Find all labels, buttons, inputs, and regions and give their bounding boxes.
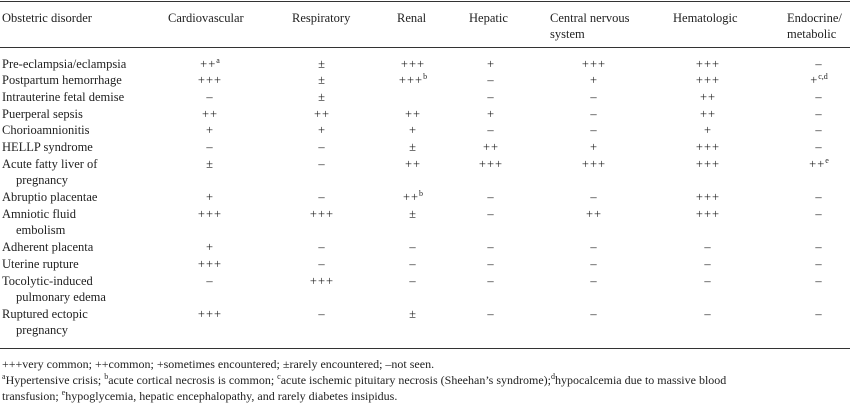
cell-cns bbox=[549, 239, 639, 255]
cell-value: ++ bbox=[402, 190, 420, 204]
cell-hepatic bbox=[446, 256, 536, 272]
footnote-text: acute ischemic pituitary necrosis (Sheehan’s syndrome); bbox=[280, 373, 551, 387]
header-text: Central nervous bbox=[550, 11, 630, 25]
cell-hepatic bbox=[446, 106, 536, 122]
cell-value: – bbox=[590, 123, 598, 137]
cell-respiratory bbox=[277, 122, 367, 138]
footnote-marker: c bbox=[277, 372, 281, 381]
cell-renal bbox=[368, 256, 458, 272]
cell-renal bbox=[368, 56, 458, 72]
cell-endocrine-metabolic bbox=[774, 273, 850, 289]
cell-value: – bbox=[487, 274, 495, 288]
cell-cns bbox=[549, 189, 639, 205]
cell-cns bbox=[549, 72, 639, 88]
cell-value: – bbox=[318, 140, 326, 154]
cell-value: +++ bbox=[309, 274, 335, 288]
cell-hepatic bbox=[446, 273, 536, 289]
cell-value: ++ bbox=[201, 107, 219, 121]
cell-cardiovascular bbox=[165, 106, 255, 122]
cell-value: ++ bbox=[404, 107, 422, 121]
cell-value: ++ bbox=[585, 207, 603, 221]
disorder-name-line: pregnancy bbox=[16, 173, 69, 187]
cell-value: – bbox=[704, 307, 712, 321]
cell-cardiovascular bbox=[165, 206, 255, 222]
cell-endocrine-metabolic bbox=[774, 56, 850, 72]
cell-value: ± bbox=[206, 157, 214, 171]
cell-endocrine-metabolic bbox=[774, 106, 850, 122]
cell-respiratory bbox=[277, 56, 367, 72]
cell-value: – bbox=[487, 90, 495, 104]
cell-hepatic bbox=[446, 56, 536, 72]
footnote-marker: b bbox=[423, 72, 428, 81]
cell-value: ± bbox=[409, 207, 417, 221]
cell-value: – bbox=[409, 240, 417, 254]
cell-value: ++ bbox=[482, 140, 500, 154]
cell-endocrine-metabolic bbox=[774, 206, 850, 222]
cell-value: + bbox=[205, 240, 215, 254]
cell-cardiovascular bbox=[165, 189, 255, 205]
disorder-name-line: Chorioamnionitis bbox=[2, 123, 90, 137]
cell-cns bbox=[549, 273, 639, 289]
legend-footnote: +++very common; ++common; +sometimes encountered; ±rarely encountered; –not seen. bbox=[2, 357, 435, 371]
disorder-name-line: embolism bbox=[16, 223, 66, 237]
cell-cardiovascular bbox=[165, 56, 255, 72]
cell-value: – bbox=[590, 190, 598, 204]
cell-value: + bbox=[810, 73, 819, 87]
disorder-name bbox=[2, 106, 152, 122]
cell-cns bbox=[549, 206, 639, 222]
cell-hematologic bbox=[663, 139, 753, 155]
cell-value: +++ bbox=[197, 73, 223, 87]
disorder-name bbox=[2, 189, 152, 205]
cell-respiratory bbox=[277, 256, 367, 272]
cell-cardiovascular bbox=[165, 139, 255, 155]
top-rule bbox=[0, 1, 850, 2]
cell-renal bbox=[368, 306, 458, 322]
cell-cns bbox=[549, 122, 639, 138]
cell-respiratory bbox=[277, 156, 367, 172]
cell-hematologic bbox=[663, 189, 753, 205]
cell-value: ± bbox=[318, 90, 326, 104]
cell-value: +++ bbox=[695, 157, 721, 171]
cell-cns bbox=[549, 139, 639, 155]
cell-value: + bbox=[205, 123, 215, 137]
cell-value: + bbox=[589, 73, 599, 87]
disorder-name-line: Uterine rupture bbox=[2, 257, 79, 271]
cell-cns bbox=[549, 156, 639, 172]
footnote-marker: b bbox=[419, 189, 424, 198]
cell-renal bbox=[368, 72, 458, 88]
cell-value: +++ bbox=[695, 207, 721, 221]
cell-hepatic bbox=[446, 139, 536, 155]
cell-cardiovascular bbox=[165, 256, 255, 272]
header-text: Endocrine/ bbox=[787, 11, 842, 25]
footnote-marker: c,d bbox=[818, 72, 828, 81]
cell-renal bbox=[368, 156, 458, 172]
disorder-name-line: Pre-eclampsia/eclampsia bbox=[2, 57, 127, 71]
disorder-name-line: pulmonary edema bbox=[16, 290, 106, 304]
header-text: Respiratory bbox=[292, 11, 351, 25]
disorder-name bbox=[2, 139, 152, 155]
cell-value: – bbox=[815, 274, 823, 288]
cell-hematologic bbox=[663, 306, 753, 322]
cell-value: – bbox=[318, 257, 326, 271]
cell-respiratory bbox=[277, 189, 367, 205]
disorder-name bbox=[2, 206, 152, 238]
header-respiratory bbox=[292, 10, 350, 26]
disorder-name bbox=[2, 273, 152, 305]
cell-cardiovascular bbox=[165, 273, 255, 289]
cell-value: – bbox=[487, 190, 495, 204]
cell-hepatic bbox=[446, 189, 536, 205]
cell-endocrine-metabolic bbox=[774, 306, 850, 322]
cell-value: + bbox=[589, 140, 599, 154]
cell-value: + bbox=[205, 190, 215, 204]
cell-respiratory bbox=[277, 89, 367, 105]
cell-value: + bbox=[703, 123, 713, 137]
disorder-name-line: Puerperal sepsis bbox=[2, 107, 83, 121]
disorder-name-line: Abruptio placentae bbox=[2, 190, 98, 204]
disorder-name bbox=[2, 56, 152, 72]
cell-cardiovascular bbox=[165, 239, 255, 255]
cell-renal bbox=[368, 189, 458, 205]
header-central-nervous-system bbox=[550, 10, 630, 42]
cell-value: – bbox=[815, 90, 823, 104]
cell-value: – bbox=[815, 240, 823, 254]
cell-value: ++ bbox=[200, 57, 217, 71]
cell-hepatic bbox=[446, 122, 536, 138]
cell-value: +++ bbox=[695, 57, 721, 71]
header-rule bbox=[0, 47, 850, 48]
cell-endocrine-metabolic bbox=[774, 122, 850, 138]
footnote-text: hypocalcemia due to massive blood bbox=[555, 373, 727, 387]
cell-value: ++ bbox=[313, 107, 331, 121]
cell-value: – bbox=[409, 274, 417, 288]
table-bottom-rule bbox=[0, 348, 850, 349]
cell-value: + bbox=[486, 107, 496, 121]
cell-value: ± bbox=[318, 57, 326, 71]
cell-respiratory bbox=[277, 206, 367, 222]
header-hepatic bbox=[469, 10, 508, 26]
cell-value: – bbox=[590, 274, 598, 288]
disorder-name-line: HELLP syndrome bbox=[2, 140, 93, 154]
header-renal bbox=[397, 10, 426, 26]
cell-value: – bbox=[590, 307, 598, 321]
footnote-marker: d bbox=[551, 372, 555, 381]
footnote-text: hypoglycemia, hepatic encephalopathy, and rarely diabetes insipidus. bbox=[65, 389, 398, 403]
cell-value: +++ bbox=[309, 207, 335, 221]
cell-value: – bbox=[318, 190, 326, 204]
footnote-text: acute cortical necrosis is common; bbox=[108, 373, 278, 387]
cell-value: – bbox=[206, 90, 214, 104]
cell-value: ++ bbox=[699, 90, 717, 104]
disorder-name bbox=[2, 306, 152, 338]
cell-cardiovascular bbox=[165, 306, 255, 322]
cell-endocrine-metabolic bbox=[774, 89, 850, 105]
cell-value: – bbox=[815, 257, 823, 271]
cell-cns bbox=[549, 89, 639, 105]
cell-value: +++ bbox=[197, 307, 223, 321]
cell-cns bbox=[549, 306, 639, 322]
disorder-name bbox=[2, 256, 152, 272]
cell-value: – bbox=[590, 257, 598, 271]
footnote-marker: e bbox=[825, 156, 829, 165]
cell-hepatic bbox=[446, 306, 536, 322]
cell-value: ++ bbox=[404, 157, 422, 171]
cell-cardiovascular bbox=[165, 72, 255, 88]
cell-value: – bbox=[815, 123, 823, 137]
cell-value: – bbox=[704, 257, 712, 271]
disorder-name bbox=[2, 89, 152, 105]
disorder-name-line: Tocolytic-induced bbox=[2, 274, 93, 288]
cell-hepatic bbox=[446, 239, 536, 255]
footnote-marker: a bbox=[2, 372, 6, 381]
footnote-marker: e bbox=[61, 388, 66, 397]
header-cardiovascular bbox=[168, 10, 244, 26]
cell-value: – bbox=[815, 140, 823, 154]
cell-respiratory bbox=[277, 139, 367, 155]
cell-value: – bbox=[318, 157, 326, 171]
cell-value: +++ bbox=[695, 190, 721, 204]
cell-value: +++ bbox=[197, 207, 223, 221]
cell-hematologic bbox=[663, 239, 753, 255]
footnote-line bbox=[2, 372, 848, 388]
cell-cardiovascular bbox=[165, 156, 255, 172]
cell-renal bbox=[368, 106, 458, 122]
cell-value: – bbox=[487, 207, 495, 221]
cell-value: – bbox=[487, 240, 495, 254]
disorder-name-line: Acute fatty liver of bbox=[2, 157, 98, 171]
cell-hematologic bbox=[663, 72, 753, 88]
cell-value: – bbox=[815, 207, 823, 221]
cell-value: +++ bbox=[398, 73, 424, 87]
cell-hepatic bbox=[446, 89, 536, 105]
header-endocrine-metabolic bbox=[787, 10, 842, 42]
cell-cns bbox=[549, 256, 639, 272]
cell-renal bbox=[368, 122, 458, 138]
cell-value: +++ bbox=[478, 157, 504, 171]
cell-value: +++ bbox=[581, 57, 607, 71]
cell-endocrine-metabolic bbox=[774, 189, 850, 205]
cell-value: ± bbox=[409, 307, 417, 321]
cell-hematologic bbox=[663, 273, 753, 289]
cell-value: – bbox=[487, 307, 495, 321]
header-text: Cardiovascular bbox=[168, 11, 244, 25]
header-text: Renal bbox=[397, 11, 427, 25]
cell-value: – bbox=[815, 307, 823, 321]
disorder-name bbox=[2, 122, 152, 138]
cell-hepatic bbox=[446, 156, 536, 172]
cell-respiratory bbox=[277, 273, 367, 289]
cell-cardiovascular bbox=[165, 89, 255, 105]
cell-value: +++ bbox=[581, 157, 607, 171]
cell-renal bbox=[368, 206, 458, 222]
cell-hematologic bbox=[663, 89, 753, 105]
cell-cardiovascular bbox=[165, 122, 255, 138]
disorder-name-line: Intrauterine fetal demise bbox=[2, 90, 125, 104]
cell-value: +++ bbox=[400, 57, 426, 71]
header-text-line2: metabolic bbox=[787, 27, 837, 41]
cell-cns bbox=[549, 106, 639, 122]
header-text: Hepatic bbox=[469, 11, 508, 25]
cell-renal bbox=[368, 139, 458, 155]
cell-endocrine-metabolic bbox=[774, 156, 850, 172]
cell-hepatic bbox=[446, 206, 536, 222]
cell-respiratory bbox=[277, 239, 367, 255]
cell-value: + bbox=[408, 123, 418, 137]
cell-hematologic bbox=[663, 256, 753, 272]
cell-hematologic bbox=[663, 122, 753, 138]
cell-value: – bbox=[318, 307, 326, 321]
header-text: Hematologic bbox=[673, 11, 738, 25]
header-text-line2: system bbox=[550, 27, 585, 41]
cell-respiratory bbox=[277, 306, 367, 322]
cell-value: +++ bbox=[695, 140, 721, 154]
disorder-name-line: pregnancy bbox=[16, 323, 69, 337]
cell-value: – bbox=[487, 257, 495, 271]
cell-value: + bbox=[317, 123, 327, 137]
cell-hepatic bbox=[446, 72, 536, 88]
cell-renal bbox=[368, 273, 458, 289]
cell-value: – bbox=[815, 107, 823, 121]
cell-value: – bbox=[704, 240, 712, 254]
footnote-text: transfusion; bbox=[2, 389, 62, 403]
header-hematologic bbox=[673, 10, 738, 26]
cell-value: ± bbox=[318, 73, 326, 87]
cell-value: +++ bbox=[197, 257, 223, 271]
cell-value: ++ bbox=[809, 157, 826, 171]
cell-value: – bbox=[704, 274, 712, 288]
cell-endocrine-metabolic bbox=[774, 72, 850, 88]
disorder-name bbox=[2, 239, 152, 255]
cell-value: – bbox=[590, 90, 598, 104]
cell-renal bbox=[368, 239, 458, 255]
cell-respiratory bbox=[277, 106, 367, 122]
disorder-name-line: Ruptured ectopic bbox=[2, 307, 88, 321]
cell-hematologic bbox=[663, 106, 753, 122]
cell-value: – bbox=[206, 274, 214, 288]
cell-value: + bbox=[486, 57, 496, 71]
footnote-marker: b bbox=[104, 372, 109, 381]
disorder-name-line: Amniotic fluid bbox=[2, 207, 76, 221]
disorder-name bbox=[2, 156, 152, 188]
cell-value: – bbox=[590, 107, 598, 121]
cell-value: – bbox=[206, 140, 214, 154]
cell-hematologic bbox=[663, 56, 753, 72]
cell-value: ++ bbox=[699, 107, 717, 121]
cell-value: +++ bbox=[695, 73, 721, 87]
cell-value: – bbox=[409, 257, 417, 271]
cell-hematologic bbox=[663, 206, 753, 222]
header-obstetric-disorder bbox=[2, 10, 152, 26]
cell-endocrine-metabolic bbox=[774, 139, 850, 155]
disorder-name-line: Postpartum hemorrhage bbox=[2, 73, 122, 87]
cell-endocrine-metabolic bbox=[774, 239, 850, 255]
cell-value: – bbox=[590, 240, 598, 254]
cell-value: ± bbox=[409, 140, 417, 154]
cell-value: – bbox=[318, 240, 326, 254]
cell-cns bbox=[549, 56, 639, 72]
cell-value: – bbox=[815, 190, 823, 204]
disorder-name-line: Adherent placenta bbox=[2, 240, 94, 254]
cell-endocrine-metabolic bbox=[774, 256, 850, 272]
cell-value: – bbox=[487, 123, 495, 137]
cell-hematologic bbox=[663, 156, 753, 172]
footnote-text: Hypertensive crisis; bbox=[5, 373, 105, 387]
disorder-name bbox=[2, 72, 152, 88]
cell-value: – bbox=[815, 57, 823, 71]
cell-respiratory bbox=[277, 72, 367, 88]
cell-value: – bbox=[487, 73, 495, 87]
header-text: Obstetric disorder bbox=[2, 11, 92, 25]
footnote-marker: a bbox=[216, 56, 220, 65]
